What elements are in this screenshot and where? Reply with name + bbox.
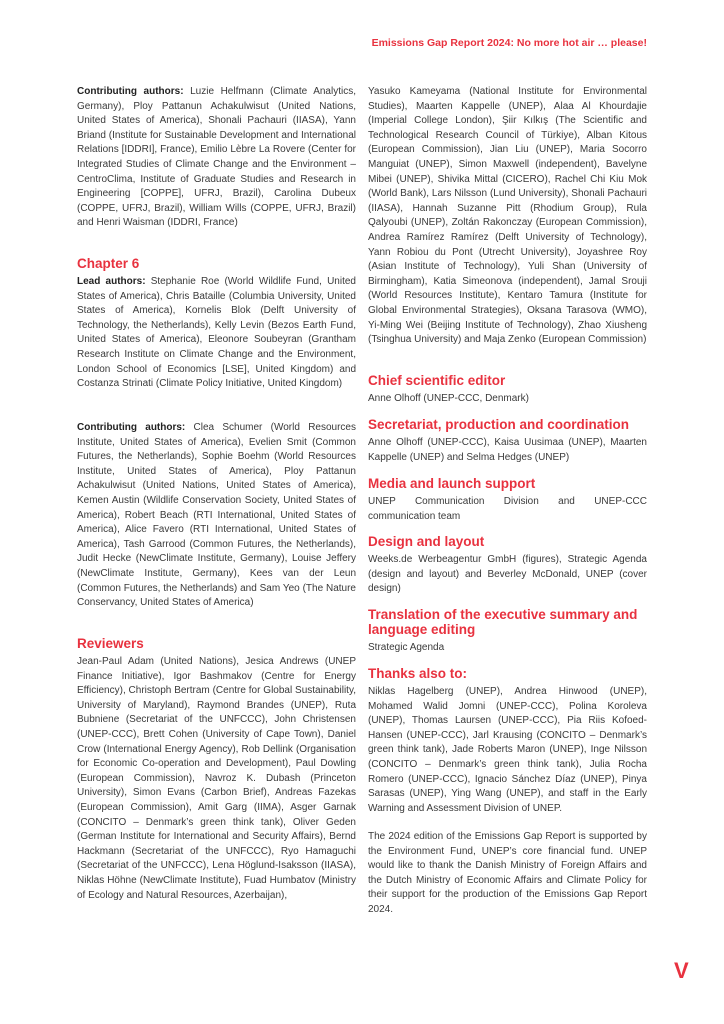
secretariat-heading: Secretariat, production and coordination: [368, 417, 630, 432]
chief-editor-heading: Chief scientific editor: [368, 373, 506, 388]
thanks-heading: Thanks also to:: [368, 666, 468, 681]
reviewers-heading: Reviewers: [77, 636, 144, 651]
secretariat-section: [368, 417, 647, 465]
chief-editor-text: Anne Olhoff (UNEP-CCC, Denmark): [368, 393, 529, 404]
page-number: V: [674, 958, 689, 983]
lead-authors-label: Lead authors:: [77, 276, 146, 287]
chapter-6-section: [77, 256, 356, 392]
secretariat-text: Anne Olhoff (UNEP-CCC), Kaisa Uusimaa (UNEP), Maarten Kappelle (UNEP) and Selma Hedges (UNEP): [368, 437, 647, 463]
contributing-authors-text: Luzie Helfmann (Climate Analytics, Germany), Ploy Pattanun Achakulwisut (United Nations, United States of America), Shonali Pachauri (IIASA), Yann Briand (Institute for Sustainable Development and International Relations [IDDRI], France), Emilio Lèbre La Rovere (Center for Integrated Studies of Climate Change and the Environment – CentroClima, Institute of Graduate Studies and Research in Engineering [COPPE], UFRJ, Brazil), Carolina Dubeux (COPPE, UFRJ, Brazil), William Wills (COPPE, UFRJ, Brazil) and Henri Waisman (IDDRI, France): [77, 86, 356, 229]
contributing-authors-label: Contributing authors:: [77, 422, 186, 433]
reviewers-section: [77, 636, 356, 903]
translation-heading: Translation of the executive summary and language editing: [368, 607, 638, 637]
contributing-authors-block: [77, 85, 356, 231]
design-section: [368, 534, 647, 597]
contributing-authors-text: Clea Schumer (World Resources Institute, United States of America), Evelien Smit (Common Futures, the Netherlands), Sophie Boehm (World Resources Institute, United States of America), Ploy Pattanun Achakulwisut (United Nations, United States of America), Kemen Austin (Wildlife Conservation Society, United States of America), Robert Beach (RTI International, United States of America), Alice Favero (RTI International, United States of America), Tash Garrood (Common Futures, the Netherlands), Judit Hecke (NewClimate Institute, Germany), Louise Jeffery (NewClimate Institute, Germany), Kees van der Leun (Common Futures, the Netherlands) and Sam Yeo (The Nature Conservancy, United States of America): [77, 422, 356, 609]
design-heading: Design and layout: [368, 534, 485, 549]
funding-paragraph: The 2024 edition of the Emissions Gap Report is supported by the Environment Fund, UNEP’s core financial fund. UNEP would like to thank the Danish Ministry of Foreign Affairs and the Dutch Ministry of Economic Affairs and Climate Policy for their support for the production of the Emissions Gap Report 2024.: [368, 831, 647, 915]
reviewers-text: Jean-Paul Adam (United Nations), Jesica Andrews (UNEP Finance Initiative), Igor Bashmakov (Centre for Energy Efficiency), Christoph Bertram (Centre for Global Sustainability, University of Maryland), Raymond Brandes (UNEP), Ruta Bubniene (Secretariat of the UNFCCC), John Christensen (UNEP-CCC), Brett Cohen (University of Cape Town), Daniel Crow (International Energy Agency), Rob Dellink (Organisation for Economic Co-operation and Development), Paul Dowling (European Commission), Navroz K. Dubash (Princeton University), Simon Evans (Carbon Brief), Andreas Fazekas (European Commission), Amit Garg (IIMA), Asger Garnak (CONCITO – Denmark’s green think tank), Oliver Geden (German Institute for International and Security Affairs), Bernd Hackmann (Secretariat of the UNFCCC), Ryo Hamaguchi (Secretariat of the UNFCCC), Lena Höglund-Isaksson (IIASA), Niklas Höhne (NewClimate Institute), Fuad Humbatov (Ministry of Ecology and Natural Resources, Azerbaijan),: [77, 656, 356, 901]
reviewers-text-continued: Yasuko Kameyama (National Institute for Environmental Studies), Maarten Kappelle (UNEP), Alaa Al Khourdajie (Imperial College London), Şiir Kılkış (The Scientific and Technological Research Council of Türkiye), Alban Kitous (European Commission), Jian Liu (UNEP), Maria Socorro Manguiat (UNEP), Simon Maxwell (independent), Bavelyne Mibei (UNEP), Shivika Mittal (CICERO), Rachel Chi Kiu Mok (World Bank), Lars Nilsson (Lund University), Shonali Pachauri (IIASA), Hannah Suzanne Pitt (Rhodium Group), Rula Qalyoubi (UNEP), Zoltán Rakonczay (European Commission), Andrea Ramírez Ramírez (Delft University of Technology), Yann Robiou du Pont (Utrecht University), Joyashree Roy (Asian Institute of Technology), Yuli Shan (University of Birmingham), Katia Simeonova (independent), Jamal Srouji (World Resources Institute), Kentaro Tamura (Institute for Global Environmental Strategies), Oksana Tarasova (WMO), Yi-Ming Wei (Beijing Institute of Technology), Zhao Xiusheng (Tsinghua University) and Maja Zenko (European Commission): [368, 86, 647, 346]
contributing-authors-label: Contributing authors:: [77, 86, 184, 97]
lead-authors-text: Stephanie Roe (World Wildlife Fund, United States of America), Chris Bataille (Columbia University, United States of America), Kornelis Blok (Delft University of Technology, the Netherlands), Kelly Levin (Bezos Earth Fund, United States of America), Eleonore Soubeyran (Grantham Research Institute on Climate Change and the Environment, London School of Economics [LSE], United Kingdom) and Costanza Strinati (Climate Policy Initiative, United Kingdom): [77, 276, 356, 390]
running-header-title: Emissions Gap Report 2024: No more hot air … please!: [371, 37, 647, 49]
translation-text: Strategic Agenda: [368, 642, 445, 653]
thanks-section: [368, 666, 647, 816]
media-heading: Media and launch support: [368, 476, 536, 491]
chief-editor-section: [368, 373, 647, 407]
funding-paragraph-block: [368, 830, 647, 918]
thanks-text: Niklas Hagelberg (UNEP), Andrea Hinwood (UNEP), Mohamed Walid Jomni (UNEP-CCC), Polina Koroleva (UNEP), Thomas Laursen (UNEP-CCC), Pia Riis Kofoed-Hansen (UNEP-CCC), Jarl Krausing (CONCITO – Denmark’s green think tank), Jade Roberts Maron (UNEP), Inge Nilsson (CONCITO – Denmark’s green think tank), Julia Rocha Romero (UNEP-CCC), Ignacio Sánchez Díaz (UNEP), Pinya Sarasas (UNEP), Ying Wang (UNEP), and staff in the Early Warning and Assessment Division of UNEP.: [368, 686, 647, 814]
translation-section: [368, 607, 647, 656]
reviewers-continued: [368, 85, 647, 348]
design-text: Weeks.de Werbeagentur GmbH (figures), Strategic Agenda (design and layout) and Beverley McDonald, UNEP (cover design): [368, 554, 647, 595]
chapter-6-heading: Chapter 6: [77, 256, 140, 271]
chapter-6-contributing-block: [77, 421, 356, 611]
media-text: UNEP Communication Division and UNEP-CCC communication team: [368, 496, 647, 522]
media-section: [368, 476, 647, 524]
